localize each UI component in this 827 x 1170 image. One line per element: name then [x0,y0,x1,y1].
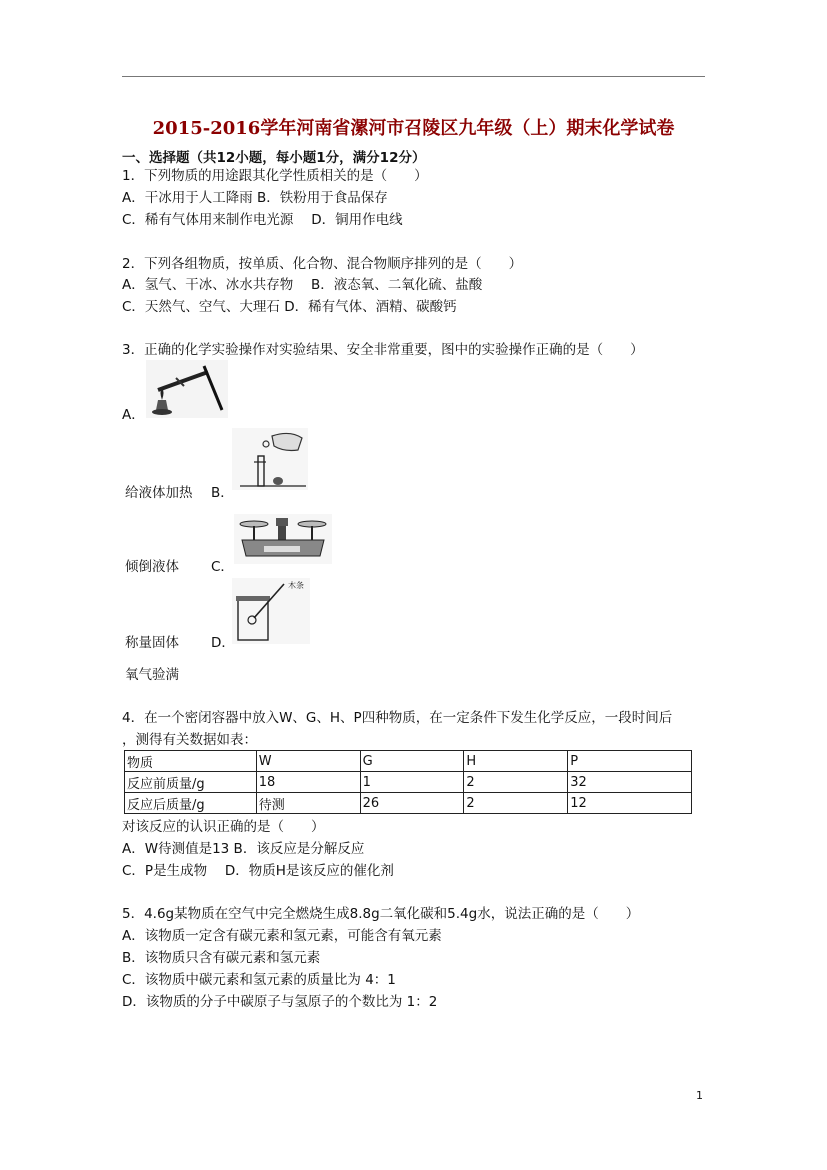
q5-stem: 5．4.6g某物质在空气中完全燃烧生成8.8g二氧化碳和5.4g水，说法正确的是（ ） [122,906,640,922]
mass-data-table [124,750,692,814]
q3-caption-b: 倾倒液体 [125,559,179,575]
q5-option-d: D．该物质的分子中碳原子与氢原子的个数比为 1：2 [122,994,438,1010]
table-row [125,772,692,793]
section-heading: 一、选择题（共12小题，每小题1分，满分12分） [122,150,426,166]
table-cell: 12 [568,793,692,814]
heating-liquid-figure [146,360,228,418]
page-title: 2015-2016学年河南省漯河市召陵区九年级（上）期末化学试卷 [152,118,675,139]
q3-caption-c: 称量固体 [125,635,179,651]
q5-option-a: A．该物质一定含有碳元素和氢元素，可能含有氧元素 [122,928,442,944]
q5-option-b: B．该物质只含有碳元素和氢元素 [122,950,321,966]
table-cell: 32 [568,772,692,793]
table-cell: 1 [360,772,464,793]
q3-option-c: C． [211,559,234,575]
table-cell: 反应后质量/g [125,793,257,814]
stick-label: 木条 [288,581,304,590]
table-header-cell: W [256,751,360,772]
table-row [125,793,692,814]
table-header-cell: G [360,751,464,772]
q2-options-cd: C．天然气、空气、大理石 D．稀有气体、酒精、碳酸钙 [122,299,457,315]
q3-option-d: D． [211,635,235,651]
q3-caption-d: 氧气验满 [125,667,179,683]
table-cell: 26 [360,793,464,814]
q4-options-ab: A．W待测值是13 B．该反应是分解反应 [122,841,365,857]
q3-stem: 3．正确的化学实验操作对实验结果、安全非常重要，图中的实验操作正确的是（ ） [122,342,644,358]
q4-stem-line2: ，测得有关数据如表： [122,732,257,748]
table-header-cell: 物质 [125,751,257,772]
q2-options-ab: A．氢气、干冰、冰水共存物 B．液态氧、二氧化硫、盐酸 [122,277,483,293]
table-cell: 待测 [256,793,360,814]
page-number: 1 [696,1089,703,1102]
pouring-liquid-figure [232,428,308,490]
q4-ask: 对该反应的认识正确的是（ ） [122,819,325,835]
table-header-row [125,751,692,772]
q1-stem: 1．下列物质的用途跟其化学性质相关的是（ ） [122,168,428,184]
oxygen-test-figure [232,578,310,644]
header-rule [122,76,705,77]
q3-option-a: A． [122,407,145,423]
table-cell: 反应前质量/g [125,772,257,793]
table-header-cell: H [464,751,568,772]
table-header-cell: P [568,751,692,772]
q1-options-ab: A．干冰用于人工降雨 B．铁粉用于食品保存 [122,190,388,206]
q5-option-c: C．该物质中碳元素和氢元素的质量比为 4：1 [122,972,396,988]
q3-option-b: B． [211,485,234,501]
q3-caption-a: 给液体加热 [125,485,193,501]
q1-options-cd: C．稀有气体用来制作电光源 D．铜用作电线 [122,212,403,228]
table-cell: 18 [256,772,360,793]
q4-options-cd: C．P是生成物 D．物质H是该反应的催化剂 [122,863,394,879]
table-cell: 2 [464,772,568,793]
weighing-solid-figure [234,514,332,564]
table-cell: 2 [464,793,568,814]
q4-stem-line1: 4．在一个密闭容器中放入W、G、H、P四种物质，在一定条件下发生化学反应，一段时间后 [122,710,673,726]
q2-stem: 2．下列各组物质，按单质、化合物、混合物顺序排列的是（ ） [122,256,523,272]
